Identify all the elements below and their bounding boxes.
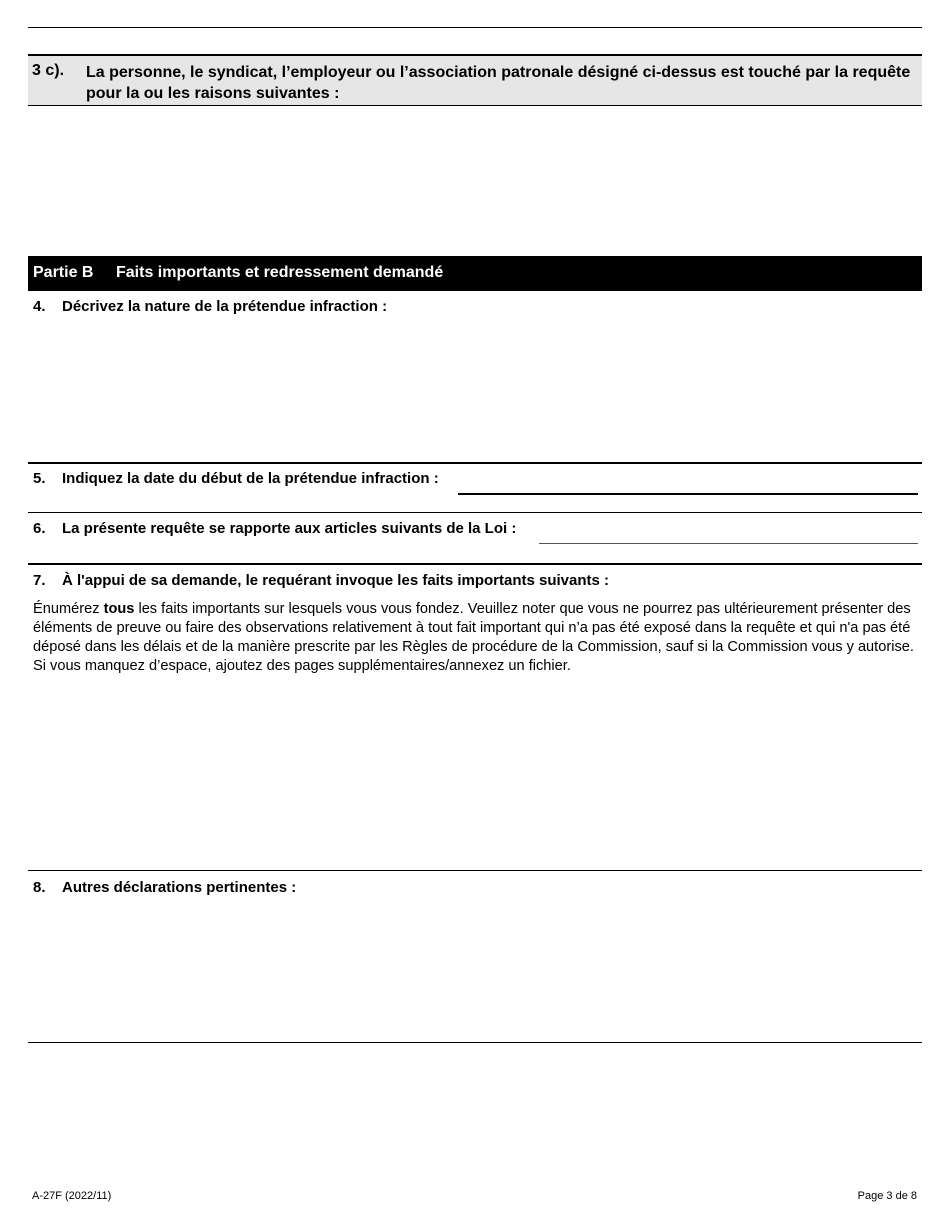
question-6-number: 6. [33,520,46,537]
part-b-title: Faits importants et redressement demandé [116,264,444,281]
question-4-response-area[interactable] [28,322,922,460]
question-8-number: 8. [33,879,46,896]
question-4-number: 4. [33,298,46,315]
question-7-number: 7. [33,572,46,589]
bottom-rule [28,1042,922,1043]
instructions-emphasis: tous [103,601,135,617]
question-8-label: Autres déclarations pertinentes : [62,879,297,896]
form-code: A-27F (2022/11) [32,1190,112,1202]
question-5-number: 5. [33,470,46,487]
question-7-response-area[interactable] [28,680,922,868]
page-number: Page 3 de 8 [857,1190,917,1202]
top-rule [28,27,922,28]
question-7-instructions [33,600,918,676]
part-b-header [28,256,922,291]
instructions-prefix: Énumérez [33,601,104,617]
question-8-response-area[interactable] [28,902,922,1040]
part-b-label: Partie B [33,264,94,281]
section-3c-header [28,54,922,106]
section-3c-number: 3 c). [32,62,65,79]
divider-q7 [28,563,922,565]
divider-q6 [28,512,922,513]
divider-q8 [28,870,922,871]
articles-field[interactable] [539,543,918,544]
question-6-label: La présente requête se rapporte aux articles suivants de la Loi : [62,520,517,537]
divider-q5 [28,462,922,464]
question-5-label: Indiquez la date du début de la prétendue infraction : [62,470,439,487]
question-4-label: Décrivez la nature de la prétendue infraction : [62,298,388,315]
date-field[interactable] [458,493,918,495]
section-3c-text: La personne, le syndicat, l’employeur ou l’association patronale désigné ci-dessus est touché par la requête pour la ou les raisons suivantes : [86,64,911,102]
question-7-label: À l'appui de sa demande, le requérant invoque les faits importants suivants : [62,572,610,589]
instructions-rest: les faits importants sur lesquels vous vous fondez. Veuillez noter que vous ne pourrez pas ultérieurement présenter des éléments de preuve ou faire des observations relativement à tout fait important qui n’a pas été exposé dans la requête et qui n'a pas été déposé dans les délais et de la manière prescrite par les Règles de procédure de la Commission, sauf si la Commission vous y autorise. Si vous manquez d’espace, ajoutez des pages supplémentaires/annexez un fichier. [33,601,914,674]
section-3c-response-area[interactable] [28,107,922,255]
